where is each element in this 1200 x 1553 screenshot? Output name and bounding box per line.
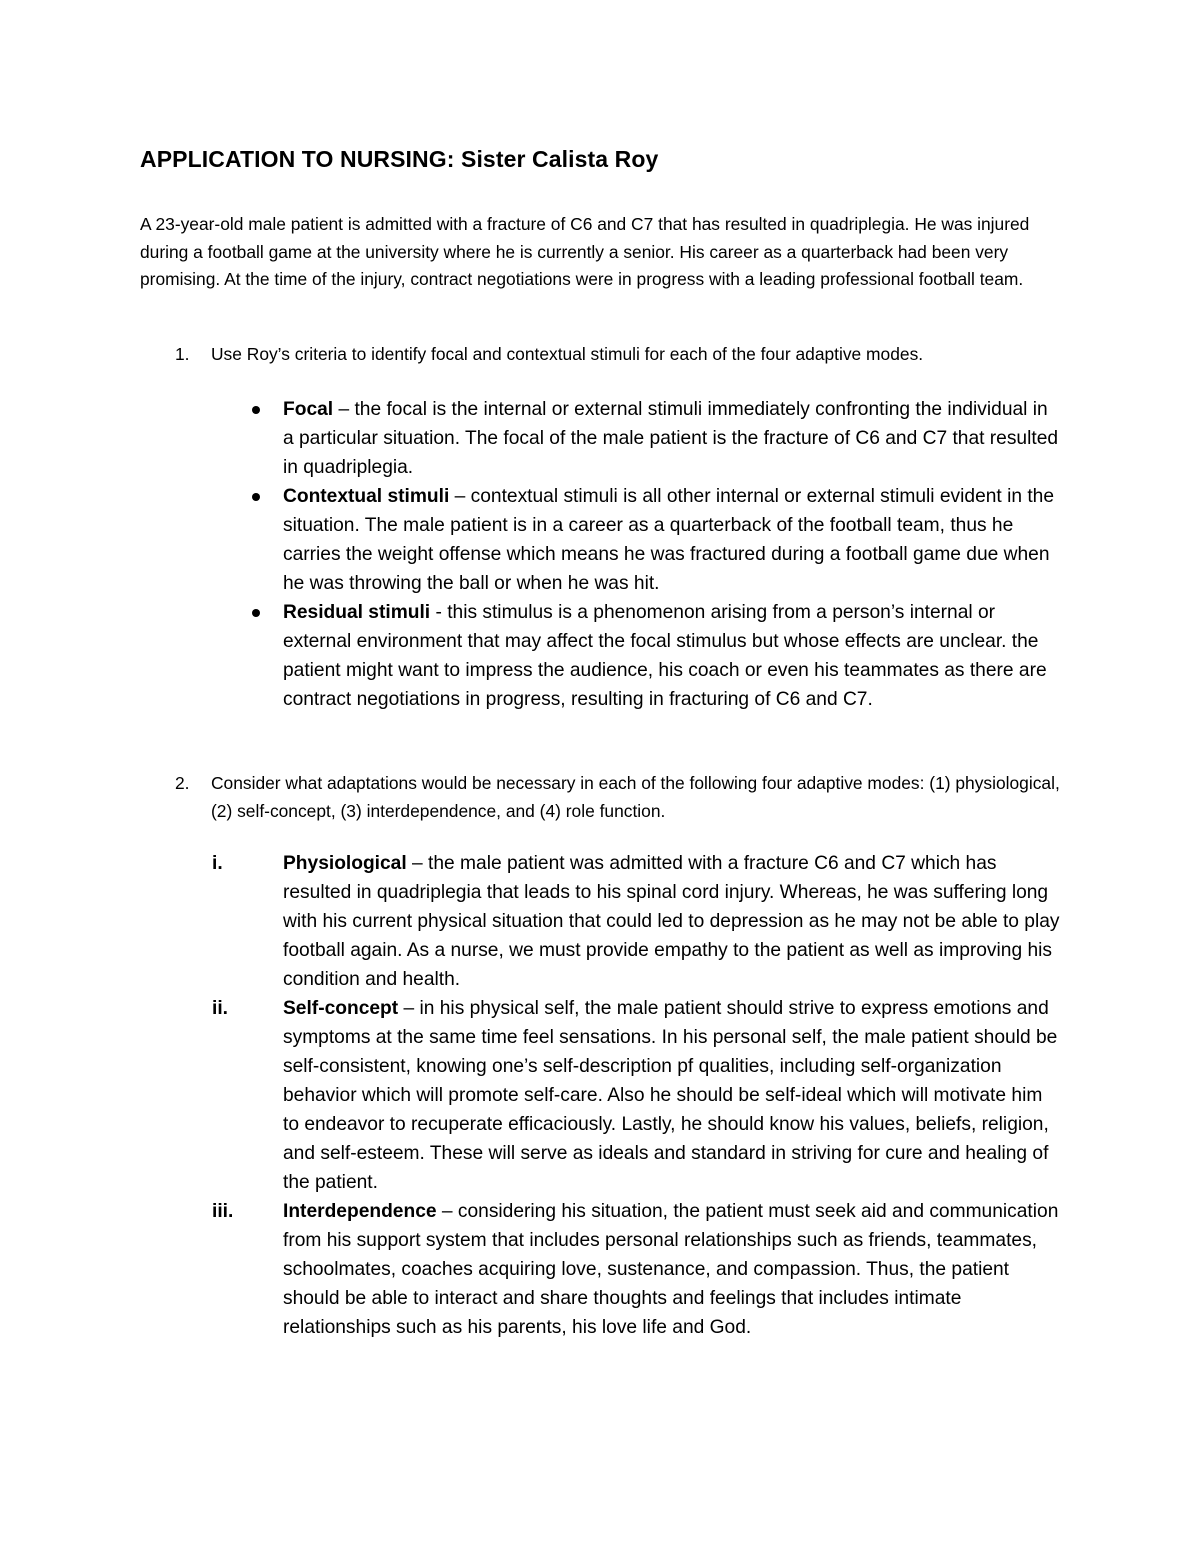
stimuli-bullet-list <box>212 395 1062 714</box>
roman-numeral: ii. <box>212 998 228 1019</box>
question-1-number: 1. <box>175 344 190 364</box>
roman-numeral: i. <box>212 853 223 874</box>
question-1-text: Use Roy’s criteria to identify focal and contextual stimuli for each of the four adaptive modes. <box>211 344 924 364</box>
question-2 <box>175 770 1065 825</box>
case-intro-paragraph: A 23-year-old male patient is admitted with a fracture of C6 and C7 that has resulted in quadriplegia. He was injured during a football game at the university where he is currently a senior. His career as a quarterback had been very promising. At the time of the injury, contract negotiations were in progress with a leading professional football team. <box>140 214 1030 289</box>
list-item <box>212 395 1062 482</box>
mode-term: Interdependence <box>283 1201 437 1222</box>
list-item <box>212 994 1062 1197</box>
list-item <box>212 598 1062 714</box>
question-1 <box>175 341 1065 369</box>
adaptive-modes-list <box>212 849 1062 1342</box>
bullet-text: – the focal is the internal or external stimuli immediately confronting the individual in a particular situation. The focal of the male patient is the fracture of C6 and C7 that resulted in quadriplegia. <box>283 399 1059 478</box>
question-2-number: 2. <box>175 773 190 793</box>
bullet-icon <box>252 493 260 501</box>
list-item <box>212 1197 1062 1342</box>
bullet-text: – contextual stimuli is all other internal or external stimuli evident in the situation. The male patient is in a career as a quarterback of the football team, thus he carries the weight offense which means he was fractured during a football game due when he was throwing the ball or when he was hit. <box>283 486 1055 594</box>
mode-term: Self-concept <box>283 998 399 1019</box>
bullet-term: Residual stimuli <box>283 602 431 623</box>
bullet-text: - this stimulus is a phenomenon arising from a person’s internal or external environment that may affect the focal stimulus but whose effects are unclear. the patient might want to impress the audience, his coach or even his teammates as there are contract negotiations in progress, resulting in fracturing of C6 and C7. <box>283 602 1047 710</box>
page-title: APPLICATION TO NURSING: Sister Calista Roy <box>140 146 659 172</box>
bullet-term: Focal <box>283 399 334 420</box>
mode-term: Physiological <box>283 853 407 874</box>
bullet-icon <box>252 609 260 617</box>
mode-text: – considering his situation, the patient must seek aid and communication from his support system that includes personal relationships such as friends, teammates, schoolmates, coaches acquiring love, sustenance, and compassion. Thus, the patient should be able to interact and share thoughts and feelings that includes intimate relationships such as his parents, his love life and God. <box>283 1201 1059 1338</box>
list-item <box>212 849 1062 994</box>
bullet-icon <box>252 406 260 414</box>
mode-text: – in his physical self, the male patient should strive to express emotions and symptoms at the same time feel sensations. In his personal self, the male patient should be self-consistent, knowing one’s self-description pf qualities, including self-organization behavior which will promote self-care. Also he should be self-ideal which will motivate him to endeavor to recuperate efficaciously. Lastly, he should know his values, beliefs, religion, and self-esteem. These will serve as ideals and standard in striving for cure and healing of the patient. <box>283 998 1058 1193</box>
list-item <box>212 482 1062 598</box>
bullet-term: Contextual stimuli <box>283 486 450 507</box>
roman-numeral: iii. <box>212 1201 234 1222</box>
mode-text: – the male patient was admitted with a fracture C6 and C7 which has resulted in quadriplegia that leads to his spinal cord injury. Whereas, he was suffering long with his current physical situation that could led to depression as he may not be able to play football again. As a nurse, we must provide empathy to the patient as well as improving his condition and health. <box>283 853 1060 990</box>
question-2-text: Consider what adaptations would be necessary in each of the following four adaptive modes: (1) physiological, (2) self-concept, (3) interdependence, and (4) role function. <box>211 773 1060 821</box>
